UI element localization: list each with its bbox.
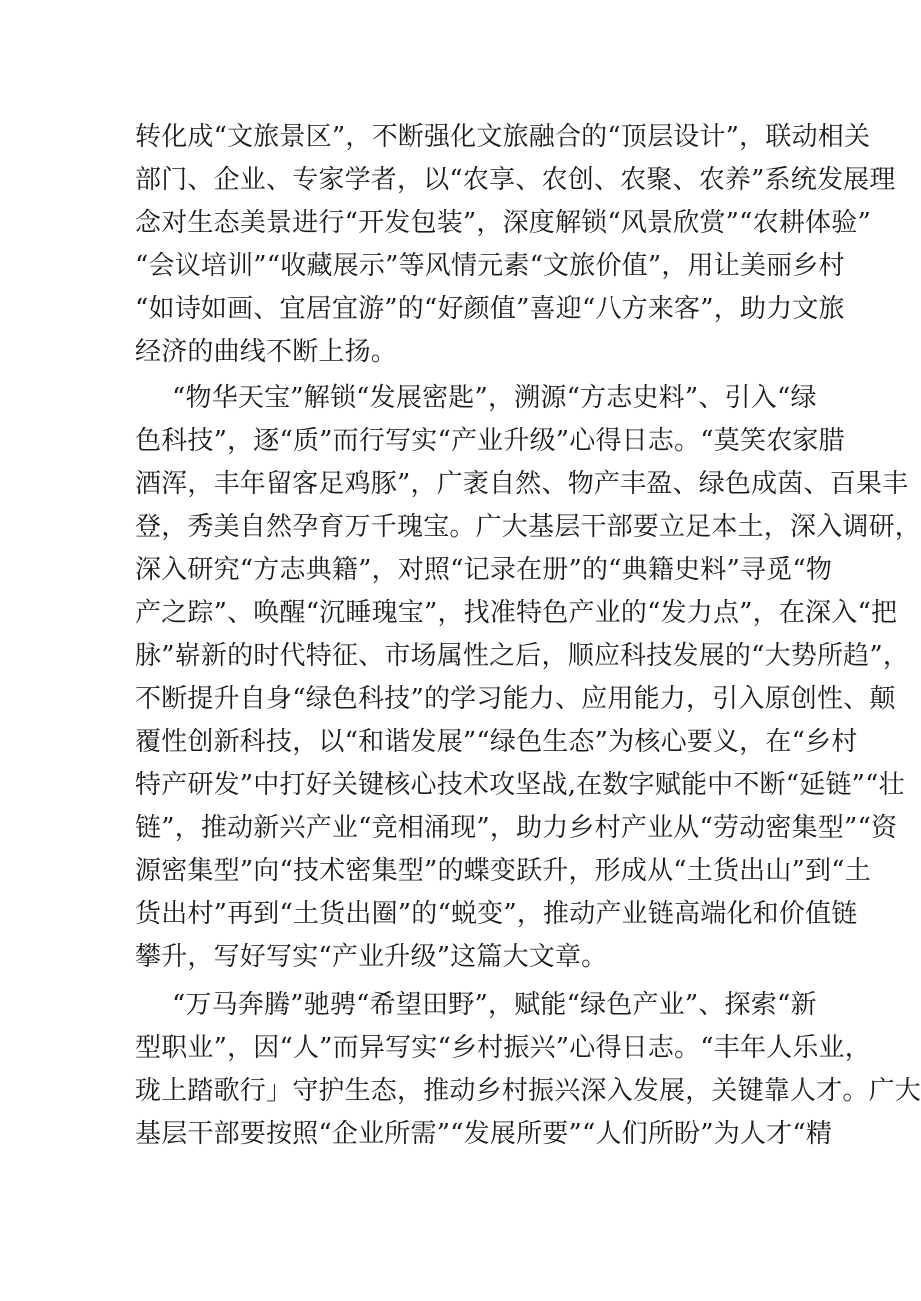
paragraph-line: 货出村”再到“土货出圈”的“蜕变”，推动产业链高端化和价值链 (135, 899, 858, 929)
paragraph-line: 经济的曲线不断上扬。 (135, 337, 398, 367)
paragraph-line: 念对生态美景进行“开发包装”，深度解锁“风景欣赏”“农耕体验” (135, 208, 871, 238)
paragraph-line: 脉”崭新的时代特征、市场属性之后，顺应科技发展的“大势所趋”， (135, 641, 910, 671)
paragraph-line: 型职业”，因“人”而异写实“乡村振兴”心得日志。“丰年人乐业， (135, 1033, 871, 1063)
paragraph-line: 特产研发”中打好关键核心技术攻坚战,在数字赋能中不断“延链”“壮 (135, 770, 905, 800)
paragraph-line: 链”，推动新兴产业“竞相涌现”，助力乡村产业从“劳动密集型”“资 (135, 813, 898, 843)
paragraph-line: 部门、企业、专家学者，以“农享、农创、农聚、农养”系统发展理 (135, 165, 896, 195)
paragraph-line: 攀升，写好写实“产业升级”这篇大文章。 (135, 942, 608, 972)
paragraph-line: 酒浑，丰年留客足鸡豚”，广袤自然、物产丰盈、绿色成茵、百果丰 (135, 469, 909, 499)
paragraph-line: 覆性创新科技，以“和谐发展”“绿色生态”为核心要义，在“乡村 (135, 727, 858, 757)
paragraph-line: “物华天宝”解锁“发展密匙”，溯源“方志史料”、引入“绿 (172, 383, 817, 413)
paragraph-line: 产之踪”、唤醒“沉睡瑰宝”，找准特色产业的“发力点”，在深入“把 (135, 598, 898, 628)
paragraph-line: 转化成“文旅景区”，不断强化文旅融合的“顶层设计”，联动相关 (135, 122, 871, 152)
paragraph-line: 登，秀美自然孕育万千瑰宝。广大基层干部要立足本土，深入调研， (135, 512, 921, 542)
paragraph-line: “万马奔腾”驰骋“希望田野”，赋能“绿色产业”、探索“新 (172, 990, 817, 1020)
paragraph-line: 深入研究“方志典籍”，对照“记录在册”的“典籍史料”寻觅“物 (135, 555, 833, 585)
paragraph-line: “会议培训”“收藏展示”等风情元素“文旅价值”，用让美丽乡村 (135, 251, 845, 281)
paragraph-line: “如诗如画、宜居宜游”的“好颜值”喜迎“八方来客”，助力文旅 (135, 294, 845, 324)
paragraph-line: 源密集型”向“技术密集型”的蝶变跃升，形成从“土货出山”到“土 (135, 856, 871, 886)
paragraph-line: 珑上踏歌行」守护生态，推动乡村振兴深入发展，关键靠人才。广大 (135, 1076, 921, 1106)
paragraph-line: 基层干部要按照“企业所需”“发展所要”“人们所盼”为人才“精 (135, 1119, 833, 1149)
paragraph-line: 不断提升自身“绿色科技”的学习能力、应用能力，引入原创性、颠 (135, 684, 896, 714)
paragraph-line: 色科技”，逐“质”而行写实“产业升级”心得日志。“莫笑农家腊 (135, 426, 845, 456)
